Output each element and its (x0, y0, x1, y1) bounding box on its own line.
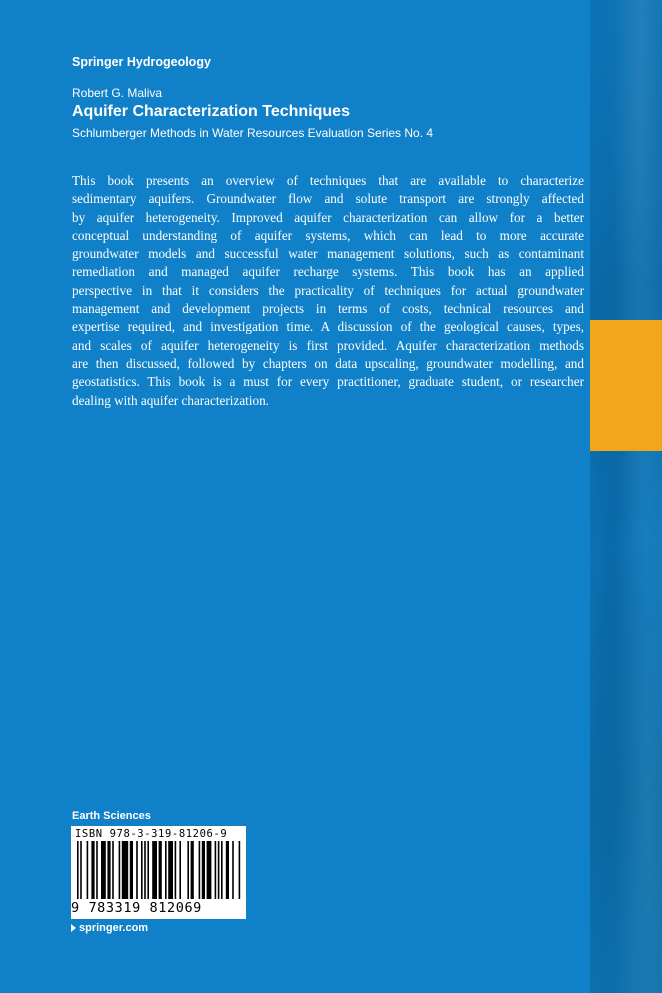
description-line: and scales of aquifer heterogeneity is first provided. Aquifer characterization methods (72, 337, 584, 353)
description-line: conceptual understanding of aquifer systems, which can lead to more accurate (72, 227, 584, 243)
barcode-bar (215, 841, 217, 899)
description-line: are then discussed, followed by chapters on data upscaling, groundwater modelling, and (72, 355, 584, 371)
barcode-bar (96, 841, 98, 899)
website-label: springer.com (79, 922, 149, 934)
arrow-right-icon (71, 924, 76, 932)
barcode-bar (141, 841, 143, 899)
barcode-bar (152, 841, 157, 899)
barcode-bar (101, 841, 106, 899)
book-title: Aquifer Characterization Techniques (72, 103, 350, 120)
description-line: remediation and managed aquifer recharge systems. This book has an applied (72, 264, 584, 280)
barcode-bar (112, 841, 114, 899)
spine-strip (590, 0, 662, 993)
barcode-bar (159, 841, 162, 899)
description-line: by aquifer heterogeneity. Improved aquifer characterization can allow for a better (72, 209, 584, 225)
barcode-bar (218, 841, 220, 899)
barcode-bar (232, 841, 234, 899)
barcode-bar (144, 841, 146, 899)
barcode-bar (136, 841, 138, 899)
description-line: dealing with aquifer characterization. (72, 392, 269, 408)
subject-category: Earth Sciences (72, 810, 151, 822)
barcode-bar (80, 841, 82, 899)
barcode-bar (187, 841, 189, 899)
barcode-bar (87, 841, 89, 899)
book-description (72, 172, 584, 410)
description-line: perspective in that it considers the practicality of techniques for actual groundwater (72, 282, 584, 298)
accent-block (590, 320, 662, 451)
barcode-bar (239, 841, 241, 899)
barcode-bar (119, 841, 121, 899)
isbn-label: ISBN 978-3-319-81206-9 (75, 828, 228, 840)
barcode-bar (165, 841, 167, 899)
barcode-bar (147, 841, 149, 899)
barcode-bar (202, 841, 205, 899)
barcode-bar (226, 841, 229, 899)
barcode-number: 9 783319 812069 (71, 900, 202, 916)
barcode-bar (221, 841, 223, 899)
description-line: geostatistics. This book is a must for every practitioner, graduate student, or researcher (72, 374, 584, 390)
description-line: sedimentary aquifers. Groundwater flow and solute transport are strongly affected (72, 191, 584, 207)
description-line: This book presents an overview of techniques that are available to characterize (72, 173, 584, 188)
spine-texture (590, 0, 662, 993)
barcode-bar (130, 841, 133, 899)
barcode-bar (77, 841, 79, 899)
description-line: expertise required, and investigation time. A discussion of the geological causes, types, (72, 319, 584, 335)
barcode-bar (191, 841, 194, 899)
isbn-barcode (71, 826, 246, 919)
barcode-bar (168, 841, 173, 899)
springer-website-link[interactable] (71, 922, 148, 934)
barcode-bar (175, 841, 177, 899)
book-subtitle: Schlumberger Methods in Water Resources Evaluation Series No. 4 (72, 126, 434, 140)
description-line: groundwater models and successful water management solutions, such as contaminant (72, 246, 584, 262)
author-name: Robert G. Maliva (72, 86, 163, 100)
barcode-bar (199, 841, 201, 899)
description-line: management and development projects in terms of costs, technical resources and (72, 301, 584, 317)
barcode-bar (122, 841, 128, 899)
barcode-bar (107, 841, 110, 899)
barcode-bar (207, 841, 212, 899)
barcode-bar (91, 841, 94, 899)
series-name: Springer Hydrogeology (72, 55, 211, 69)
barcode-bar (179, 841, 181, 899)
barcode-bars (73, 841, 244, 899)
